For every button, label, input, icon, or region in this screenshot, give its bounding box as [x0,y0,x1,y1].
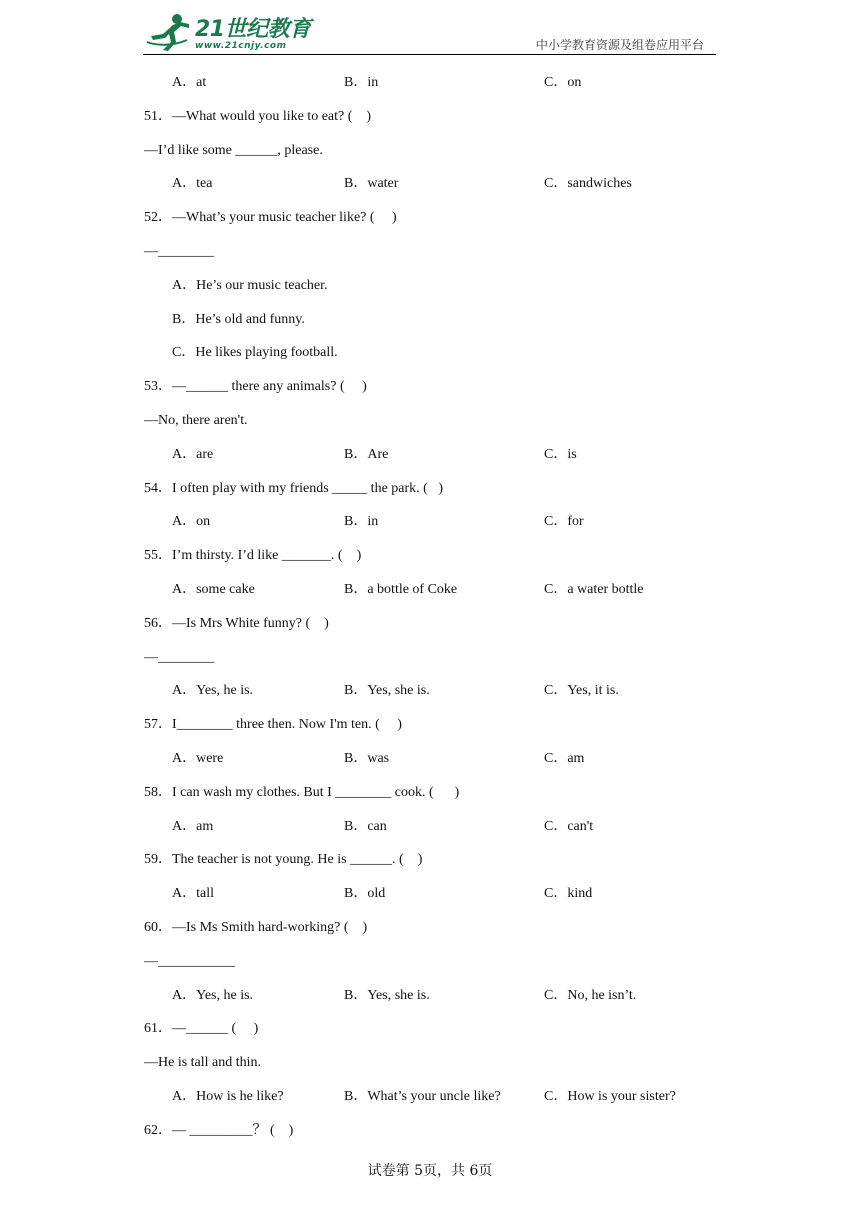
dialogue-line: —___________ [144,954,235,969]
option-c: C．is [544,447,577,462]
question-stem: 56．—Is Mrs White funny? ( ) [144,616,329,631]
option-b: B．What’s your uncle like? [344,1089,501,1104]
option-a: A．were [172,751,224,766]
dialogue-line: —I’d like some ______, please. [144,143,323,158]
question-stem: 62．— _________？ ( ) [144,1123,294,1138]
option-c: C．am [544,751,585,766]
option-a: A．tall [172,886,214,901]
question-stem: 60．—Is Ms Smith hard-working? ( ) [144,920,368,935]
option-b: B．Are [344,447,389,462]
option-a: A．How is he like? [172,1089,284,1104]
option-line: B．He’s old and funny. [172,312,305,327]
option-b: B．in [344,75,379,90]
option-c: C．a water bottle [544,582,644,597]
option-b: B．Yes, she is. [344,683,430,698]
question-stem: 54．I often play with my friends _____ the park. ( ) [144,481,443,496]
option-b: B．was [344,751,390,766]
dialogue-line: —No, there aren't. [144,413,248,428]
option-c: C．No, he isn’t. [544,988,637,1003]
logo [143,10,313,56]
option-c: C．on [544,75,582,90]
option-c: C．for [544,514,584,529]
option-line: A．He’s our music teacher. [172,278,328,293]
option-a: A．Yes, he is. [172,988,254,1003]
option-line: C．He likes playing football. [172,345,338,360]
option-c: C．kind [544,886,593,901]
option-b: B．old [344,886,386,901]
dialogue-line: —________ [144,244,214,259]
option-b: B．a bottle of Coke [344,582,458,597]
option-b: B．in [344,514,379,529]
option-a: A．Yes, he is. [172,683,254,698]
option-c: C．Yes, it is. [544,683,619,698]
runner-logo-icon [143,12,193,52]
option-b: B．water [344,176,399,191]
dialogue-line: —________ [144,650,214,665]
page-header [143,10,716,56]
option-b: B．can [344,819,387,834]
platform-name: 中小学教育资源及组卷应用平台 [535,38,704,52]
logo-url: www.21cnjy.com [195,41,287,51]
question-stem: 59．The teacher is not young. He is ______. ( ) [144,852,423,867]
option-c: C．sandwiches [544,176,632,191]
header-divider [143,54,716,55]
option-c: C．How is your sister? [544,1089,676,1104]
question-stem: 61．—______ ( ) [144,1021,259,1036]
option-a: A．some cake [172,582,255,597]
option-a: A．at [172,75,207,90]
page-footer: 试卷第 5页，共 6页 [367,1163,493,1179]
option-b: B．Yes, she is. [344,988,430,1003]
dialogue-line: —He is tall and thin. [144,1055,262,1070]
option-c: C．can't [544,819,594,834]
question-stem: 53．—______ there any animals? ( ) [144,379,367,394]
question-stem: 55．I’m thirsty. I’d like _______. ( ) [144,548,362,563]
logo-title: 21世纪教育 [195,17,311,42]
option-a: A．on [172,514,211,529]
option-a: A．tea [172,176,213,191]
question-stem: 58．I can wash my clothes. But I ________ cook. ( ) [144,785,460,800]
question-stem: 51．—What would you like to eat? ( ) [144,109,372,124]
option-a: A．are [172,447,214,462]
question-stem: 57．I________ three then. Now I'm ten. ( ) [144,717,402,732]
question-stem: 52．—What’s your music teacher like? ( ) [144,210,397,225]
option-a: A．am [172,819,214,834]
